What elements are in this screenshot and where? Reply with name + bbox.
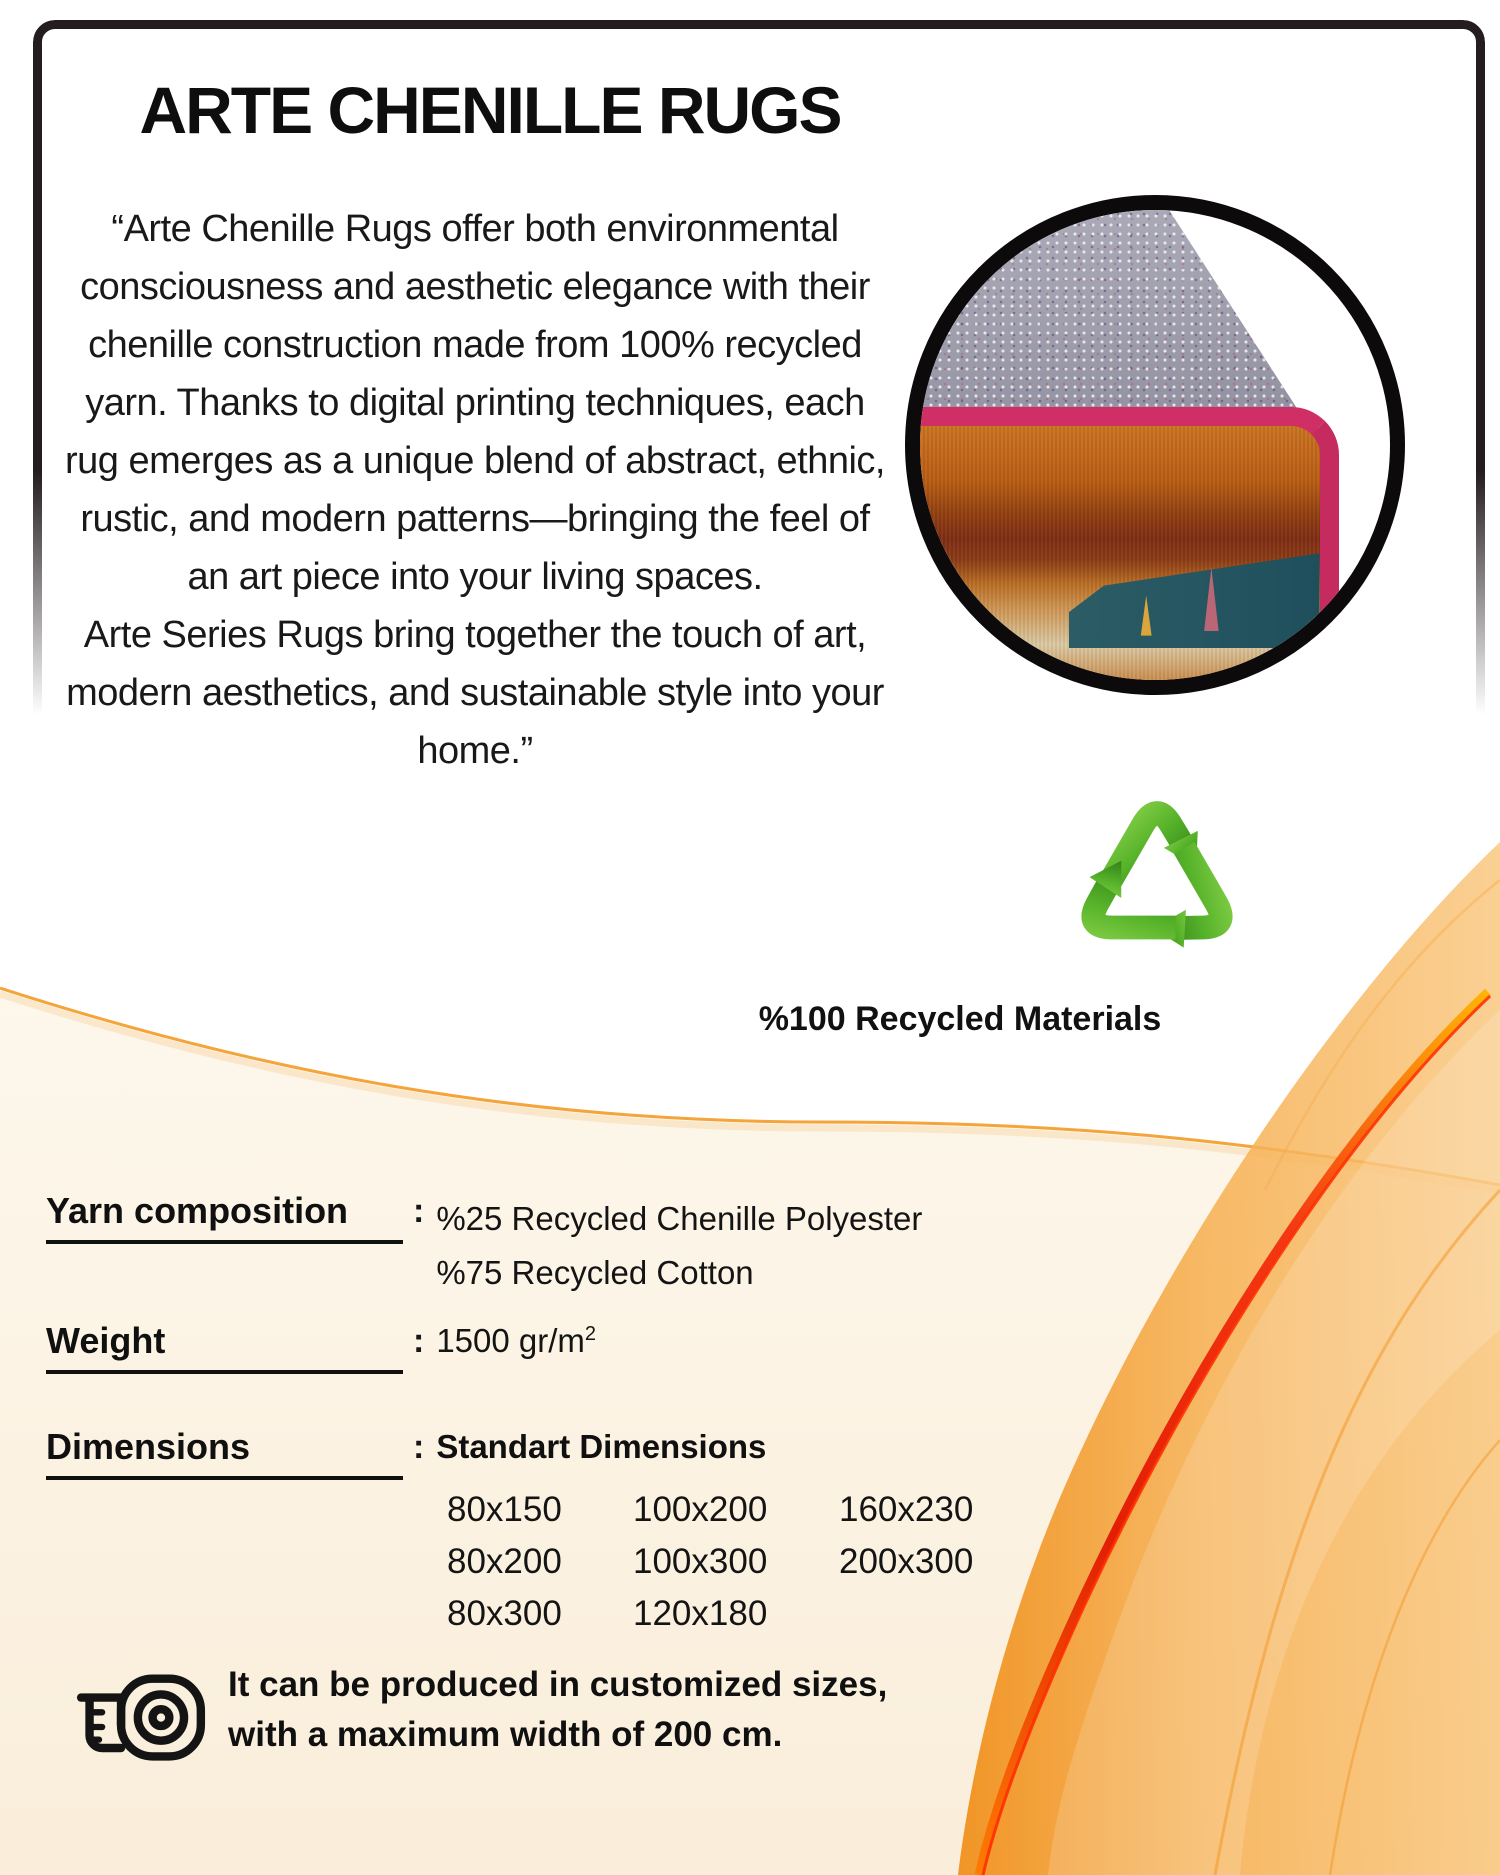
size-item: 160x230 xyxy=(839,1490,974,1529)
standard-dimensions-grid xyxy=(447,1484,1019,1640)
size-item: 100x300 xyxy=(633,1542,768,1581)
rug-lake-motif xyxy=(1069,553,1320,648)
spec-row-yarn-composition xyxy=(46,1190,966,1300)
weight-superscript: 2 xyxy=(584,1323,597,1345)
spec-value-weight: 1500 $gr/m^2$ xyxy=(436,1322,597,1359)
size-item: 200x300 xyxy=(839,1542,974,1581)
tape-measure-icon xyxy=(62,1664,220,1774)
yarn-value-line2: %75 Recycled Cotton xyxy=(436,1254,754,1291)
size-item: 120x180 xyxy=(633,1594,768,1633)
spec-value-dimensions: Standart Dimensions xyxy=(436,1428,767,1465)
custom-size-note xyxy=(228,1660,1128,1760)
spec-row-dimensions xyxy=(46,1426,966,1480)
size-item: 100x200 xyxy=(633,1490,768,1529)
description-paragraph-2: Arte Series Rugs bring together the touch of art, modern aesthetics, and sustainable style into your home.” xyxy=(66,614,884,772)
size-item: 80x200 xyxy=(447,1542,562,1581)
spec-row-weight xyxy=(46,1320,966,1374)
spec-colon: : xyxy=(413,1428,425,1466)
description-paragraph-1: “Arte Chenille Rugs offer both environmental consciousness and aesthetic elegance with their chenille construction made from 100% recycled yarn. Thanks to digital printing techniques, each rug emerges as a unique blend of abstract, ethnic, rustic, and modern patterns—bringing the feel of an art piece into your living spaces. xyxy=(65,208,885,598)
rug-corner-photo xyxy=(905,195,1405,695)
spec-colon: : xyxy=(413,1322,425,1360)
spec-colon: : xyxy=(413,1192,425,1230)
spec-label-dimensions: Dimensions xyxy=(46,1426,403,1480)
size-item: 80x300 xyxy=(447,1594,562,1633)
page-title: ARTE CHENILLE RUGS xyxy=(139,73,841,147)
rug-back-fold xyxy=(905,195,1338,431)
recycle-icon xyxy=(1048,768,1266,982)
custom-size-note-line1: It can be produced in customized sizes, xyxy=(228,1665,888,1704)
yarn-value-line1: %25 Recycled Chenille Polyester xyxy=(436,1200,923,1237)
spec-value-yarn-composition xyxy=(436,1192,922,1300)
recycled-materials-label: %100 Recycled Materials xyxy=(758,1000,1162,1038)
product-description xyxy=(55,200,895,780)
custom-size-note-line2: with a maximum width of 200 cm. xyxy=(228,1715,783,1754)
spec-label-yarn-composition: Yarn composition xyxy=(46,1190,403,1244)
size-item: 80x150 xyxy=(447,1490,562,1529)
rug-front-pattern xyxy=(905,407,1339,695)
spec-label-weight: Weight xyxy=(46,1320,403,1374)
